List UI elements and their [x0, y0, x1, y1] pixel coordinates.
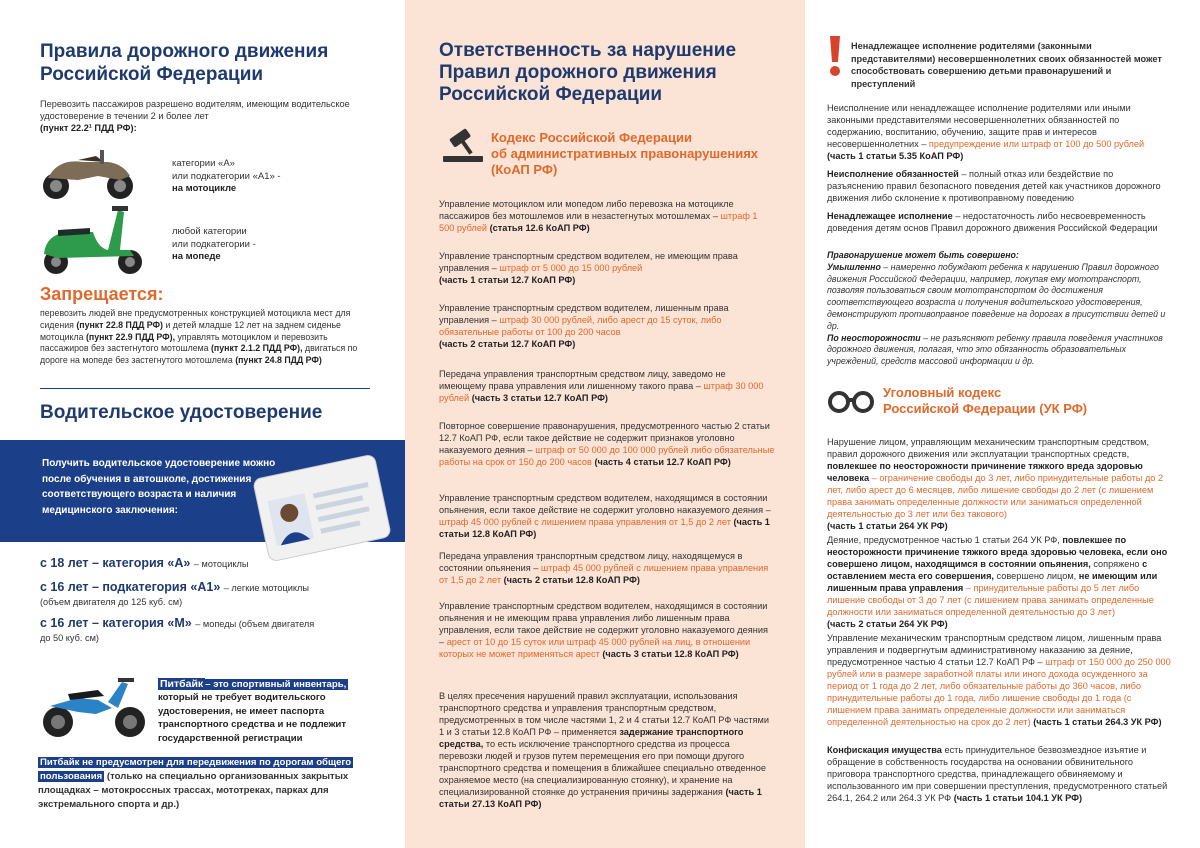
pitbike-usage: Питбайк не предусмотрен для передвижения по дорогам общего пользования (только на специально организованных закрытых площадках – мотокроссных трассах, мототреках, парках для экстремального спорта и др.) [38, 757, 352, 810]
pitbike-icon [38, 668, 150, 742]
forbidden-title: Запрещается: [40, 284, 164, 304]
motorcycle-icon [38, 142, 138, 202]
warning-icon [827, 34, 843, 78]
parents-p2: Неисполнение обязанностей – полный отказ или бездействие по разъяснению правил безопасного поведения детей как участников дорожного движения либо склонение к противоправному поведению [827, 169, 1161, 203]
koap-item-7: Передача управления транспортным средством лицу, находящемуся в состоянии опьянения – штраф 45 000 рублей с лишением права управления от 1,5 до 2 лет (часть 2 статьи 12.8 КоАП РФ) [439, 551, 769, 585]
col2-title: Ответственность за нарушение Правил дорожного движения Российской Федерации [439, 40, 737, 105]
koap-item-4: Передача управления транспортным средством лицу, заведомо не имеющему права управления или лишенному такого права – штраф 30 000 рублей (часть 3 статьи 12.7 КоАП РФ) [439, 369, 764, 403]
koap-item-5: Повторное совершение правонарушения, предусмотренного частью 2 статьи 12.7 КоАП РФ, если такое действие не содержит признаков уголовно наказуемого деяния – штраф от 50 000 до 100 000 рублей либо обязательные работы на срок от 150 до 200 часов (часть 4 статьи 12.7 КоАП РФ) [439, 421, 775, 467]
moped-caption: любой категории или подкатегории - на мопеде [172, 226, 256, 262]
uk-item-4: Конфискация имущества есть принудительное безвозмездное изъятие и обращение в собственность государства на основании обвинительного приговора транспортного средства, принадлежащего обвиняемому и использованного им при совершении преступления, предусмотренного статьей 264.1, 264.2 или 264.3 УК РФ (часть 1 статьи 104.1 УК РФ) [827, 745, 1168, 803]
parents-warning: Ненадлежащее исполнение родителями (законными представителями) несовершеннолетних своих обязанностей может способствовать совершению детьми правонарушений и преступлений [851, 41, 1162, 89]
parents-p4: Правонарушение может быть совершено: Умышленно – намеренно побуждают ребенка к нарушению Правил дорожного движения Российской Федерации, например, покупая ему мототранспорт, позволяя пользоваться своим мототранспортом до достижения соответствующего возраста и получения водительского удостоверения, демонстрируют противоправное поведение на дорогах в присутствии детей и др. По неосторожности – не разъясняют ребенку правила поведения участников дорожного движения, полагая, что это обязанность образовательных учреждений, средств массовой информации и др. [827, 250, 1166, 367]
koap-item-8: Управление транспортным средством водителем, находящимся в состоянии опьянения и не имеющим права управления либо лишенным права управления, если такое действие не содержит уголовно наказуемого деяния – арест от 10 до 15 суток или штраф 45 000 рублей на лиц, в отношении которых не может применяться арест (часть 3 статьи 12.8 КоАП РФ) [439, 601, 768, 659]
column-traffic-rules [0, 0, 405, 848]
handcuffs-icon [827, 386, 875, 416]
category-a1: с 16 лет – подкатегория «А1» – легкие мотоциклы (объем двигателя до 125 куб. см) [40, 580, 309, 607]
pitbike-definition: Питбайк – это спортивный инвентарь, который не требует водительского удостоверения, не имеет паспорта транспортного средства и не подлежит государственной регистрации [158, 678, 347, 744]
koap-heading: Кодекс Российской Федерации об административных правонарушениях (КоАП РФ) [491, 130, 759, 177]
col1-title-line2: Российской Федерации [40, 64, 264, 85]
koap-item-3: Управление транспортным средством водителем, лишенным права управления – штраф 30 000 рублей, либо арест до 15 суток, либо обязательные работы от 100 до 200 часов (часть 2 статьи 12.7 КоАП РФ) [439, 303, 729, 349]
col1-title-line1: Правила дорожного движения [40, 41, 329, 62]
gavel-icon [439, 128, 487, 164]
uk-item-1: Нарушение лицом, управляющим механическим транспортным средством, правил дорожного движения или эксплуатации транспортных средств, повлекшее по неосторожности причинение тяжкого вреда здоровью человека – ограничение свободы до 3 лет, либо принудительные работы до 2 лет, либо арест до 6 месяцев, либо лишение свободы до 2 лет (с лишением права занимать определенные должности или заниматься определенной деятельностью до 3 лет или без такового) (часть 1 статьи 264 УК РФ) [827, 437, 1164, 531]
category-m: с 16 лет – категория «М» – мопеды (объем двигателя до 50 куб. см) [40, 616, 315, 643]
category-a: с 18 лет – категория «А» – мотоциклы [40, 556, 249, 570]
forbidden-paragraph: перевозить людей вне предусмотренных конструкцией мотоцикла мест для сидения (пункт 22.8 ПДД РФ) и детей младше 12 лет на заднем сиденье мотоцикла (пункт 22.9 ПДД РФ), управлять мотоциклом и перевозить пассажиров без застегнутого мотошлема (пункт 2.1.2 ПДД РФ), двигаться по дороге на мопеде без застегнутого мотошлема (пункт 24.8 ПДД РФ) [40, 308, 358, 366]
koap-item-1: Управление мотоциклом или мопедом либо перевозка на мотоцикле пассажиров без мотошлемов или в незастегнутых мотошлемах – штраф 1 500 рублей (статья 12.6 КоАП РФ) [439, 199, 758, 233]
uk-heading: Уголовный кодекс Российской Федерации (УК РФ) [883, 385, 1088, 416]
column-parents-criminal [805, 0, 1200, 848]
col1-title [40, 40, 328, 86]
license-card-icon [252, 452, 392, 564]
license-title: Водительское удостоверение [40, 402, 323, 423]
column-liability [405, 0, 805, 848]
parents-p3: Ненадлежащее исполнение – недостаточность либо несвоевременность доведения детям основ Правил дорожного движения Российской Федерации [827, 211, 1158, 233]
motorcycle-caption: категории «А» или подкатегории «А1» - на мотоцикле [172, 158, 281, 194]
koap-item-9: В целях пресечения нарушений правил эксплуатации, использования транспортного средства и управления транспортным средством, предусмотренных в том числе частями 1, 2 и 4 статьи 12.7 КоАП РФ частями 1 и 3 статьи 12.8 КоАП РФ – применяется задержание транспортного средства, то есть исключение транспортного средства из процесса перевозки людей и грузов путем перемещения его при помощи другого транспортного средства и помещения в ближайшее специально отведенное охраняемое место (на специализированную стоянку), и хранение на специализированной стоянке до устранения причины задержания (часть 1 статьи 27.13 КоАП РФ) [439, 691, 769, 809]
intro-paragraph: Перевозить пассажиров разрешено водителям, имеющим водительское удостоверение в течении 2 и более лет (пункт 22.2¹ ПДД РФ): [40, 99, 350, 133]
divider [40, 388, 370, 389]
license-band-text: Получить водительское удостоверение можно после обучения в автошколе, достижения соответствующего возраста и наличия медицинского заключения: [42, 458, 276, 516]
uk-item-2: Деяние, предусмотренное частью 1 статьи 264 УК РФ, повлекшее по неосторожности причинение тяжкого вреда здоровью человека, если оно совершено лицом, находящимся в состоянии опьянения, сопряжено с оставлением места его совершения, совершено лицом, не имеющим или лишенным права управления – принудительные работы до 5 лет либо лишение свободы от 3 до 7 лет (с лишением права занимать определенные должности или заниматься определенной деятельностью до 3 лет) (часть 2 статьи 264 УК РФ) [827, 535, 1168, 629]
parents-p1: Неисполнение или ненадлежащее исполнение родителями или иными законными представителями несовершеннолетних обязанностей по содержанию, воспитанию, обучению, защите прав и интересов несовершеннолетних – предупреждение или штраф от 100 до 500 рублей (часть 1 статьи 5.35 КоАП РФ) [827, 103, 1145, 161]
uk-item-3: Управление механическим транспортным средством лицом, лишенным права управления и подвергнутым административному наказанию за деяние, предусмотренное частью 4 статьи 12.7 КоАП РФ – штраф от 150 000 до 250 000 рублей или в размере заработной платы или иного дохода осужденного за период от 1 года до 2 лет, либо обязательные работы до 360 часов, либо принудительные работы до 1 года, либо лишение свободы до 1 года (с лишением права занимать определенные должности или заниматься определенной деятельностью на срок до 2 лет) (часть 1 статьи 264.3 УК РФ) [827, 633, 1171, 727]
koap-item-6: Управление транспортным средством водителем, находящимся в состоянии опьянения, если такое действие не содержит уголовно наказуемого деяния – штраф 45 000 рублей с лишением права управления от 1,5 до 2 лет (часть 1 статьи 12.8 КоАП РФ) [439, 493, 771, 539]
moped-icon [38, 200, 148, 278]
koap-item-2: Управление транспортным средством водителем, не имеющим права управления – штраф от 5 000 до 15 000 рублей (часть 1 статьи 12.7 КоАП РФ) [439, 251, 738, 285]
